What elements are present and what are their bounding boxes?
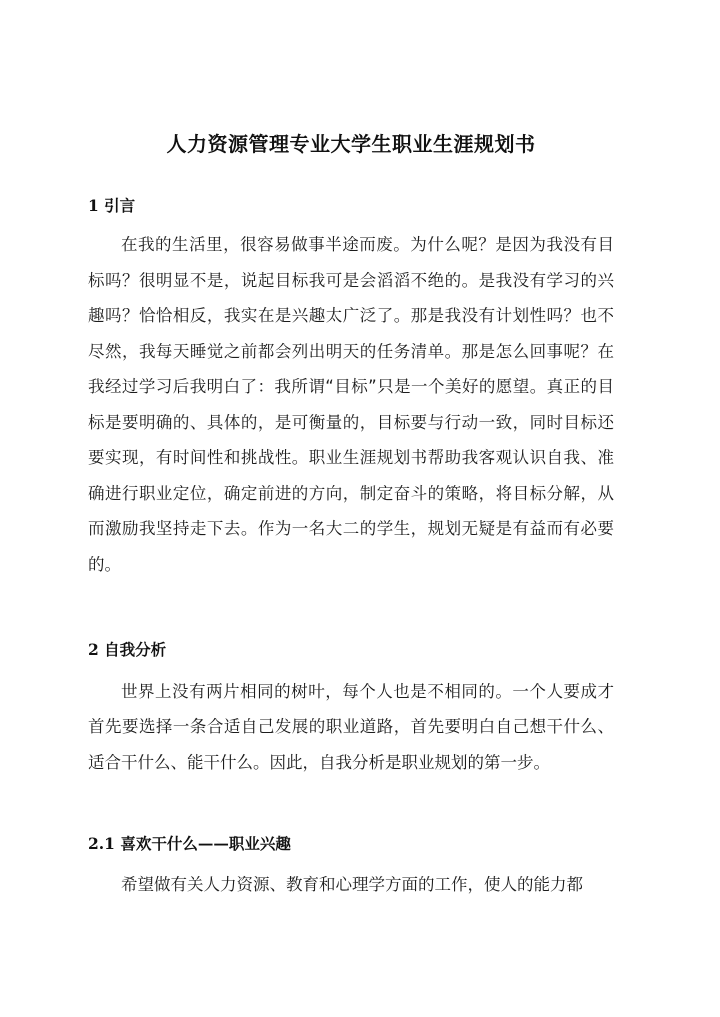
subsection-paragraph-career-interest: 希望做有关人力资源、教育和心理学方面的工作，使人的能力都 — [121, 875, 583, 895]
spacer — [88, 217, 614, 227]
section-heading-introduction: 1 引言 — [88, 196, 136, 215]
spacer — [88, 855, 614, 867]
document-content — [88, 0, 614, 903]
page-title: 人力资源管理专业大学生职业生涯规划书 — [166, 132, 536, 156]
section-paragraph-introduction: 在我的生活里，很容易做事半途而废。为什么呢？是因为我没有目标吗？很明显不是，说起目标我可是会滔滔不绝的。是我没有学习的兴趣吗？恰恰相反，我实在是兴趣太广泛了。那是我没有计划性吗？也不尽然，我每天睡觉之前都会列出明天的任务清单。那是怎么回事呢？在我经过学习后我明白了：我所谓“目标”只是一个美好的愿望。真正的目标是要明确的、具体的，是可衡量的，目标要与行动一致，同时目标还要实现，有时间性和挑战性。职业生涯规划书帮助我客观认识自我、准确进行职业定位，确定前进的方向，制定奋斗的策略，将目标分解，从而激励我坚持走下去。作为一名大二的学生，规划无疑是有益而有必要的。 — [88, 235, 614, 574]
subsection-heading-career-interest: 2.1 喜欢干什么——职业兴趣 — [88, 834, 291, 853]
section-heading-self-analysis: 2 自我分析 — [88, 640, 167, 660]
spacer — [88, 662, 614, 674]
section-paragraph-self-analysis: 世界上没有两片相同的树叶，每个人也是不相同的。一个人要成才首先要选择一条合适自己发展的职业道路，首先要明白自己想干什么、适合干什么、能干什么。因此，自我分析是职业规划的第一步。 — [88, 681, 614, 772]
spacer — [88, 780, 614, 832]
spacer — [88, 582, 614, 638]
spacer — [88, 158, 614, 194]
